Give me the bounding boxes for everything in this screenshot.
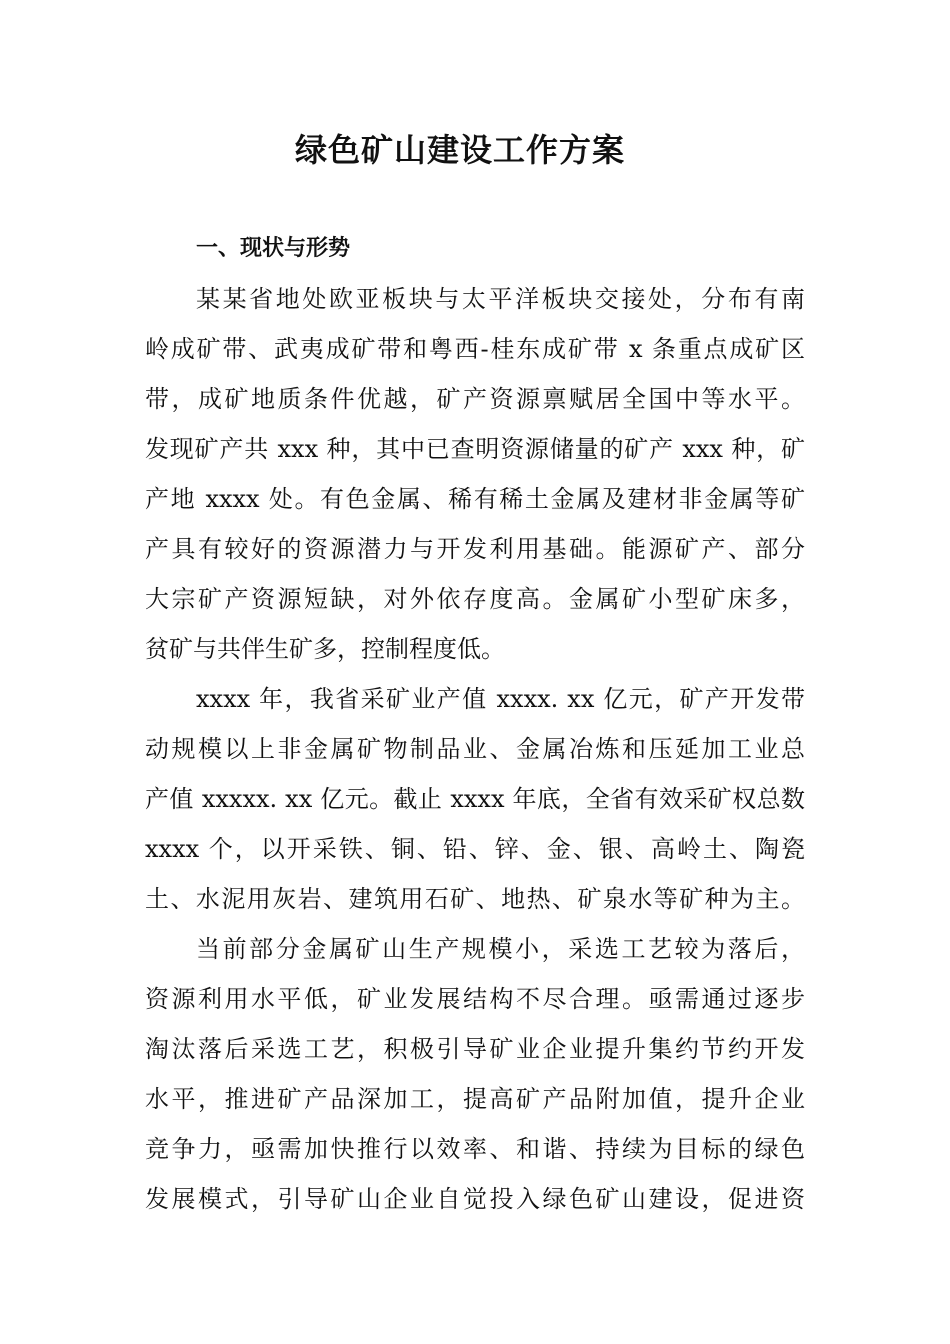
section-heading: 一、现状与形势 (196, 236, 351, 261)
paragraph-1-line-4: 发现矿产共 xxx 种，其中已查明资源储量的矿产 xxx 种，矿 (145, 435, 805, 463)
paragraph-3-line-6: 发展模式，引导矿山企业自觉投入绿色矿山建设，促进资 (145, 1185, 805, 1213)
paragraph-3-line-4: 水平，推进矿产品深加工，提高矿产品附加值，提升企业 (145, 1085, 805, 1113)
paragraph-2-line-1: xxxx 年，我省采矿业产值 xxxx. xx 亿元，矿产开发带 (196, 685, 805, 713)
paragraph-1-line-2: 岭成矿带、武夷成矿带和粤西-桂东成矿带 x 条重点成矿区 (145, 335, 805, 363)
paragraph-2-line-5: 土、水泥用灰岩、建筑用石矿、地热、矿泉水等矿种为主。 (145, 885, 805, 913)
paragraph-3-line-2: 资源利用水平低，矿业发展结构不尽合理。亟需通过逐步 (145, 985, 805, 1013)
paragraph-1-line-8: 贫矿与共伴生矿多，控制程度低。 (145, 635, 505, 663)
paragraph-1-line-6: 产具有较好的资源潜力与开发利用基础。能源矿产、部分 (145, 535, 805, 563)
paragraph-3-line-1: 当前部分金属矿山生产规模小，采选工艺较为落后， (196, 935, 805, 963)
paragraph-3-line-3: 淘汰落后采选工艺，积极引导矿业企业提升集约节约开发 (145, 1035, 805, 1063)
paragraph-3-line-5: 竞争力，亟需加快推行以效率、和谐、持续为目标的绿色 (145, 1135, 805, 1163)
paragraph-1-line-5: 产地 xxxx 处。有色金属、稀有稀土金属及建材非金属等矿 (145, 485, 805, 513)
paragraph-1-line-1: 某某省地处欧亚板块与太平洋板块交接处，分布有南 (196, 285, 805, 313)
document-title: 绿色矿山建设工作方案 (294, 131, 625, 169)
paragraph-2-line-4: xxxx 个，以开采铁、铜、铅、锌、金、银、高岭土、陶瓷 (145, 835, 805, 863)
paragraph-1-line-3: 带，成矿地质条件优越，矿产资源禀赋居全国中等水平。 (145, 385, 805, 413)
paragraph-2-line-2: 动规模以上非金属矿物制品业、金属冶炼和压延加工业总 (145, 735, 805, 763)
paragraph-1-line-7: 大宗矿产资源短缺，对外依存度高。金属矿小型矿床多， (145, 585, 805, 613)
paragraph-2-line-3: 产值 xxxxx. xx 亿元。截止 xxxx 年底，全省有效采矿权总数 (145, 785, 805, 813)
